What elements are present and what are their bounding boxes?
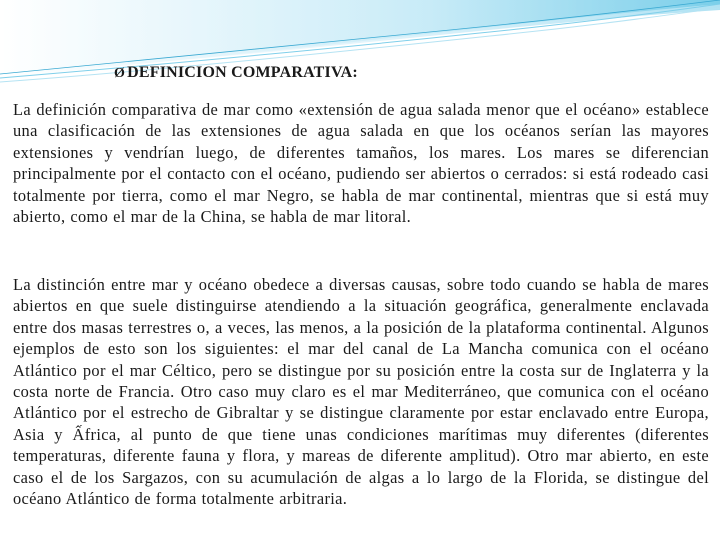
heading-title: DEFINICION COMPARATIVA:	[127, 64, 358, 81]
section-heading	[114, 64, 358, 82]
decorative-wave-header	[0, 0, 720, 90]
paragraph-distinction: La distinción entre mar y océano obedece a diversas causas, sobre todo cuando se habla de mares abiertos en que suele distinguirse atendiendo a la situación geográfica, generalmente enclavada entre dos masas terrestres o, a veces, las menos, a la posición de la plataforma continental. Algunos ejemplos de esto son los siguientes: el mar del canal de La Mancha comunica con el océano Atlántico por el mar Céltico, pero se distingue por su posición entre la costa sur de Inglaterra y la costa norte de Francia. Otro caso muy claro es el mar Mediterráneo, que comunica con el océano Atlántico por el estrecho de Gibraltar y se distingue claramente por estar enclavado entre Europa, Asia y Ấfrica, al punto de que tiene unas condiciones marítimas muy diferentes (diferentes temperaturas, diferente fauna y flora, y mareas de diferente amplitud). Otro mar abierto, en este caso el de los Sargazos, con su acumulación de algas a lo largo de la Florida, se distingue del océano Atlántico de forma totalmente arbitraria.	[13, 275, 709, 509]
paragraph-definition: La definición comparativa de mar como «extensión de agua salada menor que el océano» establece una clasificación de las extensiones de agua salada en que los océanos serían las mayores extensiones y vendrían luego, de diferentes tamaños, los mares. Los mares se diferencian principalmente por el contacto con el océano, pudiendo ser abiertos o cerrados: si está rodeado casi totalmente por tierra, como el mar Negro, se habla de mar continental, mientras que si está muy abierto, como el mar de la China, se habla de mar litoral.	[13, 100, 709, 227]
bullet-arrow-icon: Ø	[114, 66, 126, 81]
